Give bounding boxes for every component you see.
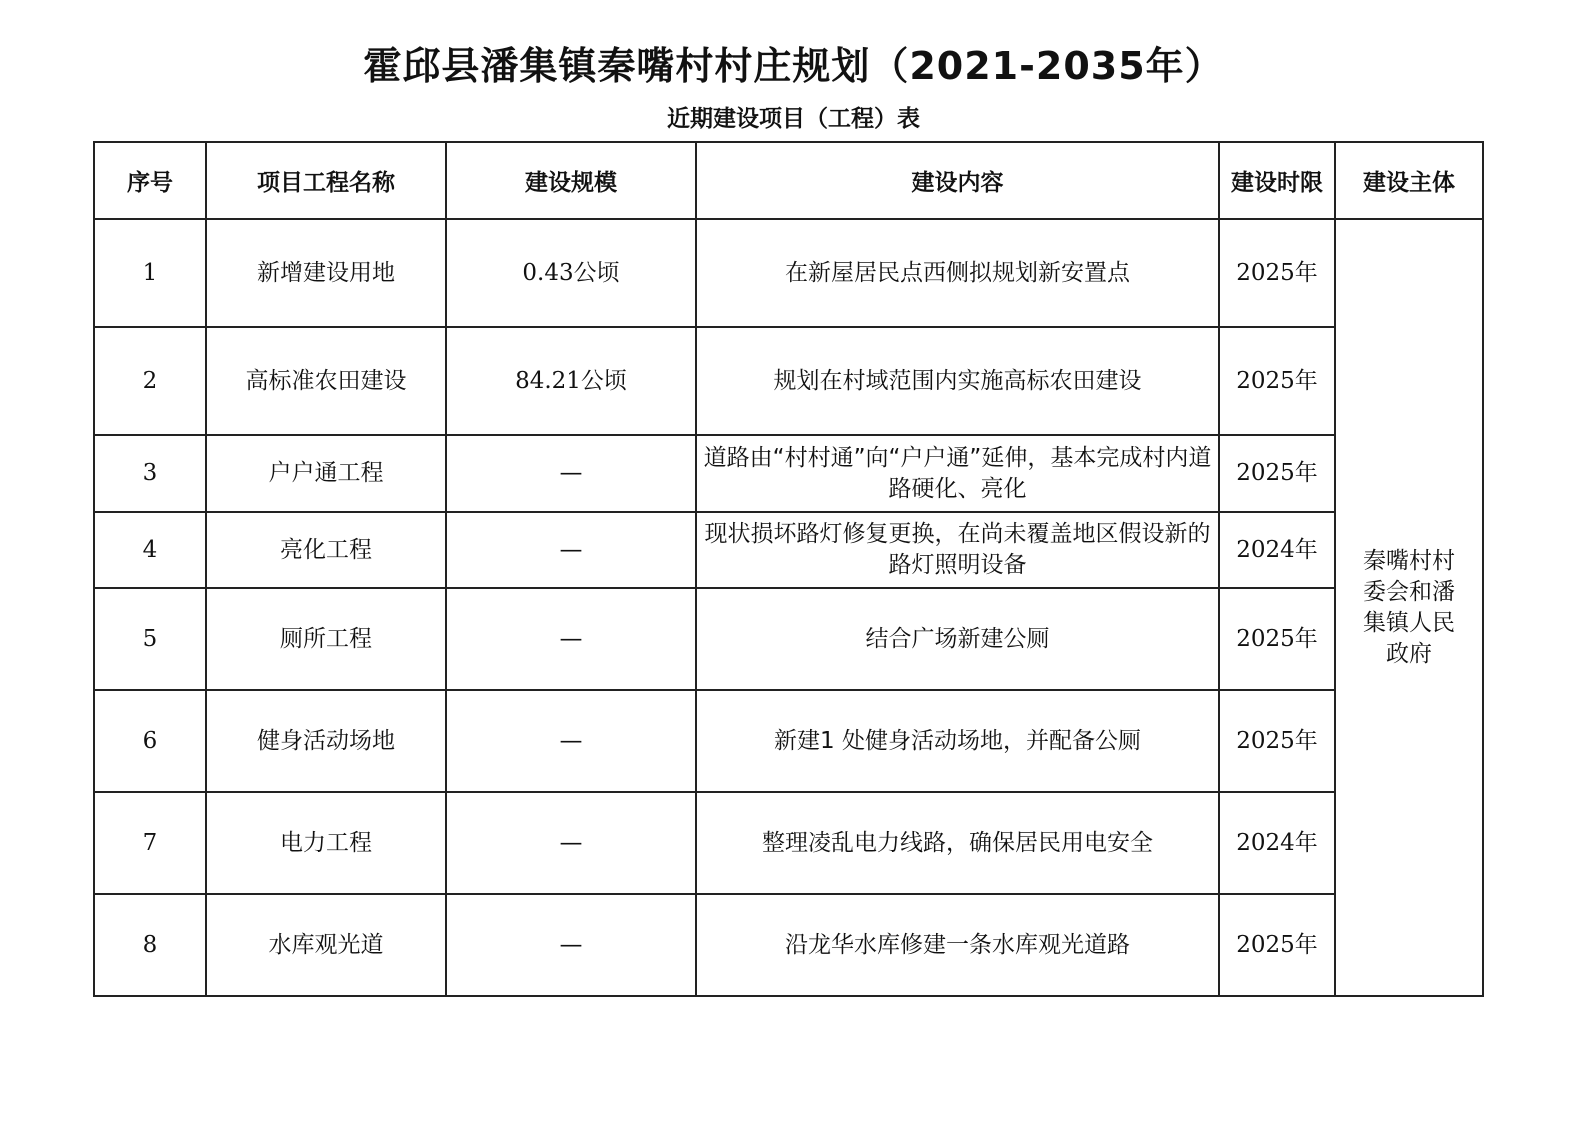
- row-scale: 0.43公顷: [446, 219, 696, 327]
- row-index: 7: [94, 792, 206, 894]
- row-content: 道路由“村村通”向“户户通”延伸，基本完成村内道路硬化、亮化: [696, 435, 1219, 512]
- row-time-limit: 2024年: [1219, 792, 1335, 894]
- row-content: 规划在村域范围内实施高标农田建设: [696, 327, 1219, 435]
- row-time-limit: 2025年: [1219, 894, 1335, 996]
- table-row: [94, 588, 1483, 690]
- row-index: 2: [94, 327, 206, 435]
- row-index: 3: [94, 435, 206, 512]
- row-project-name: 厕所工程: [206, 588, 446, 690]
- table-row: [94, 792, 1483, 894]
- row-project-name: 健身活动场地: [206, 690, 446, 792]
- row-content: 整理凌乱电力线路，确保居民用电安全: [696, 792, 1219, 894]
- owner-cell: [1335, 219, 1483, 996]
- table-row: [94, 512, 1483, 588]
- row-index: 8: [94, 894, 206, 996]
- row-index: 6: [94, 690, 206, 792]
- table-subtitle: 近期建设项目（工程）表: [667, 106, 920, 132]
- table-row: [94, 435, 1483, 512]
- row-content: 在新屋居民点西侧拟规划新安置点: [696, 219, 1219, 327]
- row-project-name: 亮化工程: [206, 512, 446, 588]
- row-scale: —: [446, 894, 696, 996]
- row-scale: —: [446, 435, 696, 512]
- row-index: 5: [94, 588, 206, 690]
- header-owner: 建设主体: [1335, 142, 1483, 219]
- header-content: 建设内容: [696, 142, 1219, 219]
- row-time-limit: 2024年: [1219, 512, 1335, 588]
- row-index: 1: [94, 219, 206, 327]
- row-time-limit: 2025年: [1219, 690, 1335, 792]
- row-index: 4: [94, 512, 206, 588]
- table-header-row: [94, 142, 1483, 219]
- row-content: 沿龙华水库修建一条水库观光道路: [696, 894, 1219, 996]
- row-scale: —: [446, 690, 696, 792]
- row-project-name: 新增建设用地: [206, 219, 446, 327]
- row-content: 现状损坏路灯修复更换，在尚未覆盖地区假设新的路灯照明设备: [696, 512, 1219, 588]
- header-time-limit: 建设时限: [1219, 142, 1335, 219]
- row-content: 新建1 处健身活动场地，并配备公厕: [696, 690, 1219, 792]
- row-time-limit: 2025年: [1219, 219, 1335, 327]
- row-content: 结合广场新建公厕: [696, 588, 1219, 690]
- row-project-name: 电力工程: [206, 792, 446, 894]
- table-row: [94, 219, 1483, 327]
- row-time-limit: 2025年: [1219, 588, 1335, 690]
- header-scale: 建设规模: [446, 142, 696, 219]
- row-scale: —: [446, 512, 696, 588]
- table-row: [94, 690, 1483, 792]
- row-scale: —: [446, 792, 696, 894]
- page-title: 霍邱县潘集镇秦嘴村村庄规划（2021-2035年）: [363, 44, 1224, 88]
- projects-table: [93, 141, 1484, 997]
- table-row: [94, 327, 1483, 435]
- row-time-limit: 2025年: [1219, 435, 1335, 512]
- header-project-name: 项目工程名称: [206, 142, 446, 219]
- row-time-limit: 2025年: [1219, 327, 1335, 435]
- row-scale: —: [446, 588, 696, 690]
- row-project-name: 户户通工程: [206, 435, 446, 512]
- header-index: 序号: [94, 142, 206, 219]
- row-project-name: 水库观光道: [206, 894, 446, 996]
- row-project-name: 高标准农田建设: [206, 327, 446, 435]
- owner-text: 秦嘴村村委会和潘集镇人民政府: [1363, 547, 1455, 667]
- row-scale: 84.21公顷: [446, 327, 696, 435]
- table-row: [94, 894, 1483, 996]
